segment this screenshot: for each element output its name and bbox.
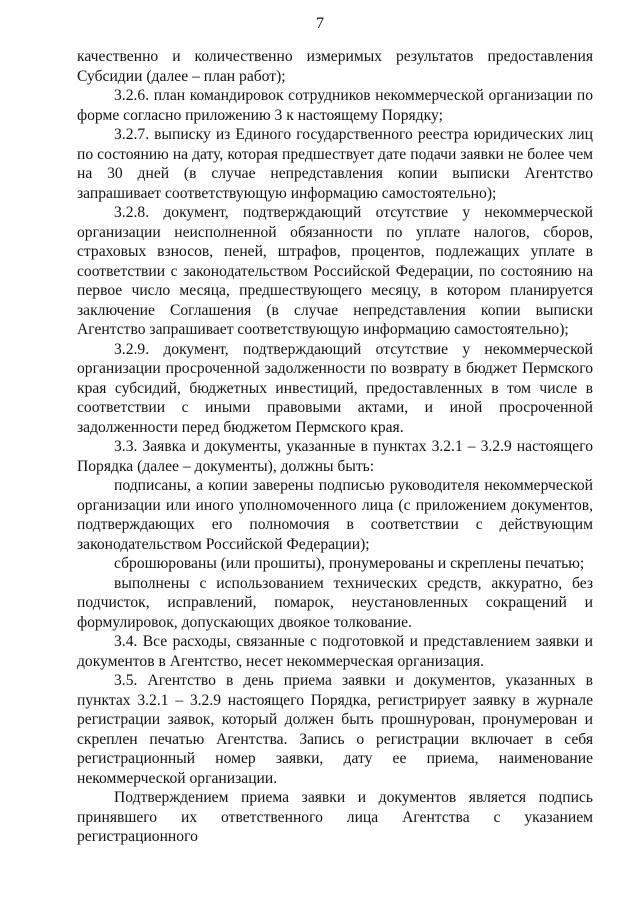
paragraph-bound: сброшюрованы (или прошиты), пронумерованы и скреплены печатью;	[114, 555, 585, 572]
paragraph-3-4: 3.4. Все расходы, связанные с подготовкой и представлением заявки и документов в Агентство, несет некоммерческая организация.	[77, 633, 593, 670]
page-number: 7	[316, 15, 324, 32]
paragraph-3-3: 3.3. Заявка и документы, указанные в пунктах 3.2.1 – 3.2.9 настоящего Порядка (далее – документы), должны быть:	[77, 438, 593, 475]
document-body	[77, 47, 593, 847]
paragraph-3-2-6: 3.2.6. план командировок сотрудников некоммерческой организации по форме согласно приложению 3 к настоящему Порядку;	[77, 87, 593, 124]
paragraph-3-5: 3.5. Агентство в день приема заявки и документов, указанных в пунктах 3.2.1 – 3.2.9 настоящего Порядка, регистрирует заявку в журнале регистрации заявок, который должен быть прошнурован, пронумерован и скреплен печатью Агентства. Запись о регистрации включает в себя регистрационный номер заявки, дату ее приема, наименование некоммерческой организации.	[77, 672, 593, 787]
paragraph-3-2-7: 3.2.7. выписку из Единого государственного реестра юридических лиц по состоянию на дату, которая предшествует дате подачи заявки не более чем на 30 дней (в случае непредставления копии выписки Агентство запрашивает соответствующую информацию самостоятельно);	[77, 126, 593, 202]
paragraph-3-2-8: 3.2.8. документ, подтверждающий отсутствие у некоммерческой организации неисполненной обязанности по уплате налогов, сборов, страховых взносов, пеней, штрафов, процентов, подлежащих уплате в соответствии с законодательством Российской Федерации, по состоянию на первое число месяца, предшествующего месяцу, в котором планируется заключение Соглашения (в случае непредставления копии выписки Агентство запрашивает соответствующую информацию самостоятельно);	[77, 204, 593, 338]
paragraph-3-2-9: 3.2.9. документ, подтверждающий отсутствие у некоммерческой организации просроченной задолженности по возврату в бюджет Пермского края субсидий, бюджетных инвестиций, предоставленных в том числе в соответствии с иными правовыми актами, и иной просроченной задолженности перед бюджетом Пермского края.	[77, 340, 593, 436]
paragraph-executed: выполнены с использованием технических средств, аккуратно, без подчисток, исправлений, помарок, неустановленных сокращений и формулировок, допускающих двоякое толкование.	[77, 574, 593, 631]
paragraph-signed: подписаны, а копии заверены подписью руководителя некоммерческой организации или иного уполномоченного лица (с приложением документов, подтверждающих его полномочия в соответствии с действующим законодательством Российской Федерации);	[77, 477, 593, 553]
paragraph-confirmation: Подтверждением приема заявки и документов является подпись принявшего их ответственного лица Агентства с указанием регистрационного	[77, 789, 593, 845]
paragraph-continuation: качественно и количественно измеримых результатов предоставления Субсидии (далее – план работ);	[77, 48, 593, 85]
